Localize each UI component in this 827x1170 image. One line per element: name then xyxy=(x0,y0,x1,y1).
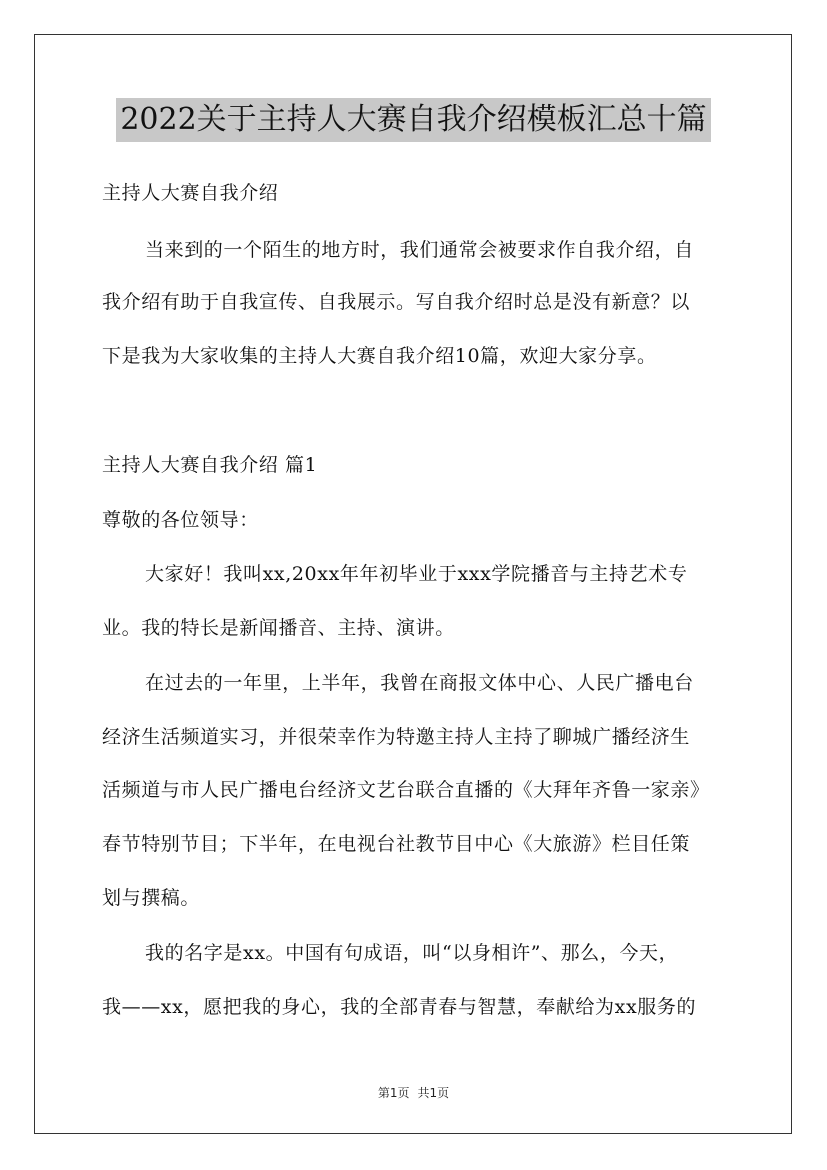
section-heading: 主持人大赛自我介绍 xyxy=(102,182,279,204)
page-number: 第1页 xyxy=(377,1086,410,1100)
page-total: 共1页 xyxy=(417,1086,450,1100)
body-paragraph-line: 我——xx，愿把我的身心，我的全部青春与智慧，奉献给为xx服务的 xyxy=(102,996,697,1018)
body-paragraph-line: 在过去的一年里，上半年，我曾在商报文体中心、人民广播电台 xyxy=(145,672,694,694)
article-heading: 主持人大赛自我介绍 篇1 xyxy=(102,454,318,476)
body-paragraph-line: 业。我的特长是新闻播音、主持、演讲。 xyxy=(102,617,455,639)
intro-paragraph-line: 当来到的一个陌生的地方时，我们通常会被要求作自我介绍，自 xyxy=(145,239,694,261)
title-container xyxy=(0,98,827,142)
body-paragraph-line: 我的名字是xx。中国有句成语，叫“以身相许”、那么，今天， xyxy=(145,942,679,964)
intro-paragraph-line: 我介绍有助于自我宣传、自我展示。写自我介绍时总是没有新意？以 xyxy=(102,291,691,313)
salutation: 尊敬的各位领导： xyxy=(102,509,259,531)
body-paragraph-line: 大家好！我叫xx,20xx年年初毕业于xxx学院播音与主持艺术专 xyxy=(145,563,688,585)
body-paragraph-line: 活频道与市人民广播电台经济文艺台联合直播的《大拜年齐鲁一家亲》 xyxy=(102,779,710,801)
document-title: 2022关于主持人大赛自我介绍模板汇总十篇 xyxy=(116,98,710,142)
intro-paragraph-line: 下是我为大家收集的主持人大赛自我介绍10篇，欢迎大家分享。 xyxy=(102,345,657,367)
page-footer xyxy=(0,1084,827,1101)
body-paragraph-line: 划与撰稿。 xyxy=(102,887,201,909)
body-paragraph-line: 经济生活频道实习，并很荣幸作为特邀主持人主持了聊城广播经济生 xyxy=(102,726,691,748)
body-paragraph-line: 春节特别节目；下半年，在电视台社教节目中心《大旅游》栏目任策 xyxy=(102,833,691,855)
